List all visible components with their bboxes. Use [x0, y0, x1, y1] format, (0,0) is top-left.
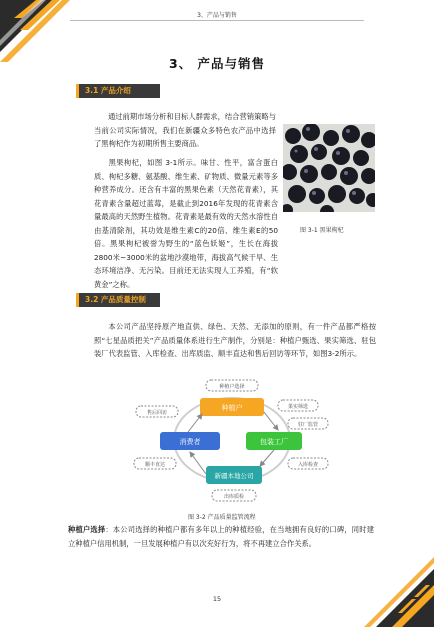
tag-fruit-screen: 果实筛选 [287, 404, 309, 410]
paragraph-grower-selection-lead: 种植户选择 [68, 525, 106, 534]
tag-factory-rep: 驻厂监管 [297, 422, 319, 428]
figure-caption-3-2: 图 3-2 产品质量监管流程 [188, 514, 256, 521]
corner-decoration-bottom-right [354, 547, 434, 627]
paragraph-grower-selection [68, 523, 374, 550]
running-header: 3、产品与销售 [197, 12, 237, 19]
paragraph-quality [94, 320, 376, 361]
black-goji-photo [283, 124, 375, 212]
page-title: 3、 产品与销售 [168, 56, 266, 71]
paragraph-intro [94, 110, 276, 151]
figure-caption-3-1: 图 3-1 黑果枸杞 [300, 227, 344, 234]
node-grower-label: 种植户 [221, 404, 243, 412]
paragraph-black-goji-text: 黑果枸杞，如图 3-1所示。味甘、性平，富含蛋白质、枸杞多糖、氨基酸、维生素、矿物质、微量元素等多种营养成分。还含有丰富的黑果色素（天然花青素），其花青素含量超过蓝莓，是截止到2016年发现的花青素含量最高的天然野生植物。花青素是最有效的天然水溶性自由基清除剂，其功效是维生素C的20倍、维生素E的50倍。黑果枸杞被誉为野生的“蓝色妖姬”，生长在海拔2800米~3000米的盆地沙漠地带，海拔高气候干旱、生态环境洁净、无污染。目前还无法实现人工养殖，有“软黄金”之称。 [94, 158, 278, 289]
paragraph-black-goji [94, 156, 278, 289]
section-heading-quality-control: 3.2 产品质量控制 [76, 293, 160, 307]
tag-grower-select: 种植户选择 [219, 384, 245, 390]
page-number: 15 [212, 595, 222, 603]
tag-after-sale: 售后回访 [146, 410, 168, 416]
paragraph-intro-text: 通过前期市场分析和目标人群需求，结合营销策略与当前公司实际情况，我们在新疆众多特色农产品中选择了黑枸杞作为初期所售主要商品。 [94, 112, 276, 148]
tag-shunfeng: 顺丰直达 [144, 462, 166, 468]
section-heading-product-intro: 3.1 产品介绍 [76, 84, 160, 98]
paragraph-quality-text: 本公司产品坚持原产地直供、绿色、天然、无添加的原则，有一件产品都严格按照“七星品质把关”产品质量体系进行生产制作，分别是：种植户甄选、果实筛选、驻包装厂代表监管、入库检查、出库质监、顺丰直达和售后回访等环节，如图3-2所示。 [94, 322, 376, 358]
paragraph-grower-selection-text: ：本公司选择的种植户都有多年以上的种植经验，在当地拥有良好的口碑，同时建立种植户信用机制，一旦发展种植户有以次充好行为，将不再建立合作关系。 [68, 525, 375, 548]
quality-flow-diagram [128, 378, 338, 506]
node-company-label: 新疆本地公司 [214, 472, 254, 480]
tag-storage-check: 入库检查 [297, 462, 319, 468]
header-rule [70, 20, 364, 21]
tag-outbound: 出库质检 [223, 494, 245, 500]
node-factory-label: 包装工厂 [260, 438, 288, 446]
black-goji-illustration [283, 124, 375, 212]
node-consumer-label: 消费者 [179, 438, 201, 446]
